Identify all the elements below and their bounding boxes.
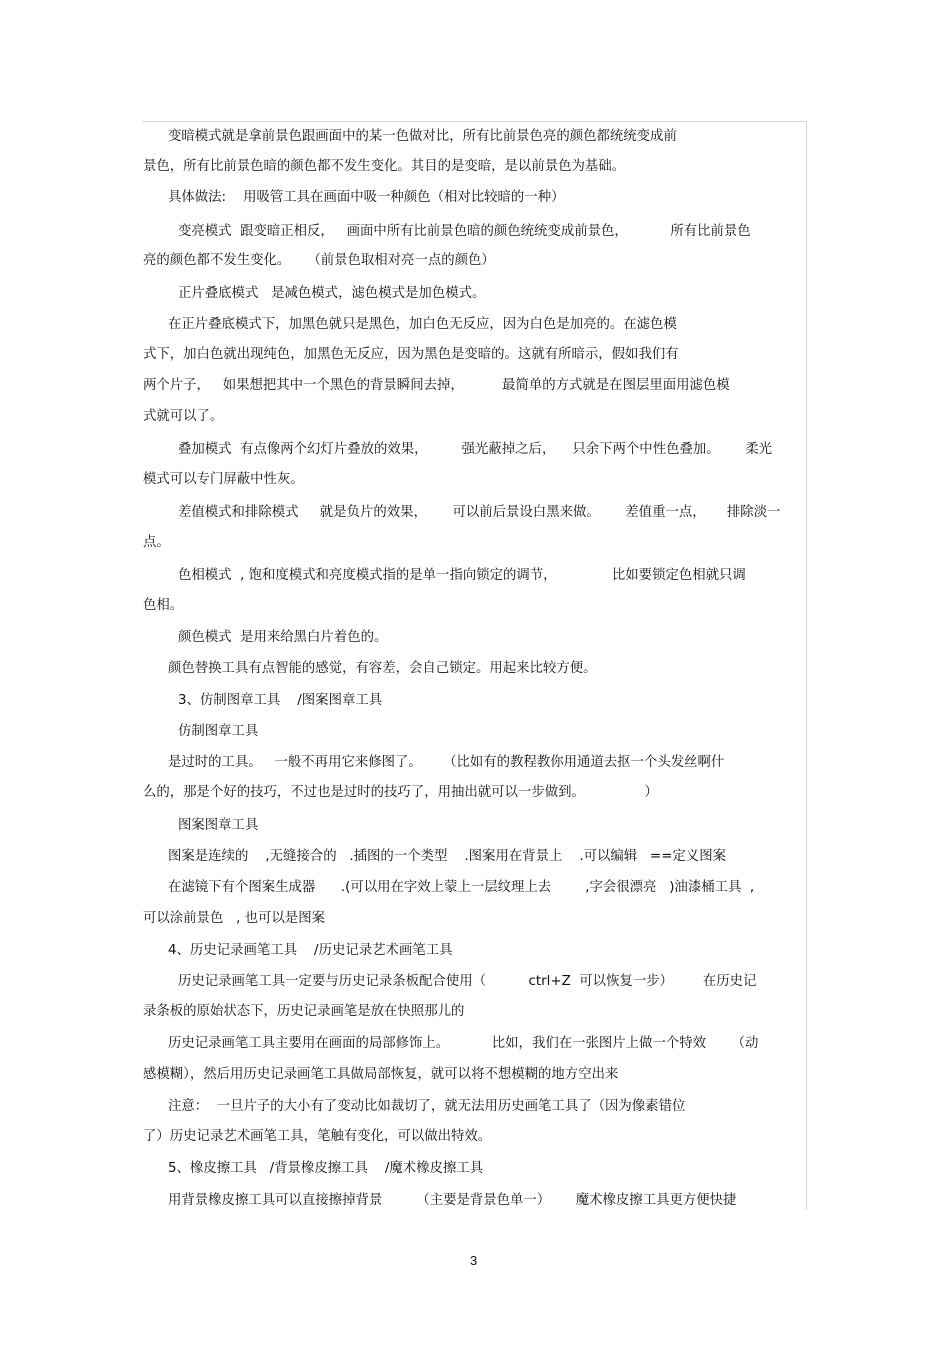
- text-line: 感模糊），然后用历史记录画笔工具做局部恢复，就可以将不想模糊的地方空出来: [143, 1067, 619, 1082]
- section-heading: 4、历史记录画笔工具 /历史记录艺术画笔工具: [168, 943, 453, 958]
- text-line: 亮的颜色都不发生变化。 （前景色取相对亮一点的颜色）: [143, 253, 495, 268]
- text-line: 模式可以专门屏蔽中性灰。: [143, 472, 304, 487]
- text-line: 颜色模式 是用来给黑白片着色的。: [178, 630, 388, 645]
- subheading: 仿制图章工具: [178, 724, 259, 739]
- text-line: 式就可以了。: [143, 409, 224, 424]
- text-line: 在正片叠底模式下，加黑色就只是黑色，加白色无反应，因为白色是加亮的。在滤色模: [168, 317, 677, 332]
- text-line: 了）历史记录艺术画笔工具，笔触有变化，可以做出特效。: [143, 1129, 492, 1144]
- text-line: 变暗模式就是拿前景色跟画面中的某一色做对比，所有比前景色亮的颜色都统统变成前: [168, 129, 677, 144]
- text-line: 历史记录画笔工具一定要与历史记录条板配合使用（ ctrl+Z 可以恢复一步） 在历史记: [178, 974, 757, 989]
- text-line: 点。: [143, 535, 170, 550]
- text-line: 两个片子， 如果想把其中一个黑色的背景瞬间去掉， 最简单的方式就是在图层里面用滤色模: [143, 378, 730, 393]
- text-line: 图案是连续的 ,无缝接合的 .插图的一个类型 .图案用在背景上 .可以编辑 ==定义图案: [168, 849, 726, 864]
- text-line: 颜色替换工具有点智能的感觉，有容差，会自己锁定。用起来比较方便。: [168, 661, 597, 676]
- text-line: 么的，那是个好的技巧，不过也是过时的技巧了，用抽出就可以一步做到。 ）: [143, 785, 658, 800]
- section-heading: 3、仿制图章工具 /图案图章工具: [178, 693, 383, 708]
- text-line: 历史记录画笔工具主要用在画面的局部修饰上。 比如，我们在一张图片上做一个特效 （动: [168, 1036, 759, 1051]
- text-line: 变亮模式 跟变暗正相反， 画面中所有比前景色暗的颜色统统变成前景色， 所有比前景色: [178, 224, 751, 239]
- text-line: 可以涂前景色 , 也可以是图案: [143, 911, 325, 926]
- text-line: 色相模式 , 饱和度模式和亮度模式指的是单一指向锁定的调节， 比如要锁定色相就只调: [178, 568, 746, 583]
- text-line: 是过时的工具。 一般不再用它来修图了。 （比如有的教程教你用通道去抠一个头发丝啊什: [168, 755, 725, 770]
- text-line: 具体做法: 用吸管工具在画面中吸一种颜色（相对比较暗的一种）: [168, 190, 565, 205]
- text-line: 在滤镜下有个图案生成器 .(可以用在字效上蒙上一层纹理上去 ,字会很漂亮 )油漆桶工具 ,: [168, 880, 755, 895]
- text-line: 用背景橡皮擦工具可以直接擦掉背景 （主要是背景色单一） 魔术橡皮擦工具更方便快捷: [168, 1193, 737, 1208]
- section-heading: 5、橡皮擦工具 /背景橡皮擦工具 /魔术橡皮擦工具: [168, 1161, 484, 1176]
- text-line: 注意： 一旦片子的大小有了变动比如裁切了，就无法用历史画笔工具了（因为像素错位: [168, 1099, 686, 1114]
- page-number: 3: [470, 1253, 478, 1268]
- text-line: 色相。: [143, 598, 184, 613]
- text-line: 录条板的原始状态下，历史记录画笔是放在快照那儿的: [143, 1004, 465, 1019]
- text-line: 差值模式和排除模式 就是负片的效果， 可以前后景设白黑来做。 差值重一点， 排除淡一: [178, 505, 781, 520]
- text-line: 景色，所有比前景色暗的颜色都不发生变化。其目的是变暗，是以前景色为基础。: [143, 159, 626, 174]
- subheading: 图案图章工具: [178, 818, 259, 833]
- text-line: 叠加模式 有点像两个幻灯片叠放的效果， 强光蔽掉之后， 只余下两个中性色叠加。 柔光: [178, 442, 772, 457]
- text-line: 式下，加白色就出现纯色，加黑色无反应，因为黑色是变暗的。这就有所暗示，假如我们有: [143, 347, 679, 362]
- text-line: 正片叠底模式 是减色模式，滤色模式是加色模式。: [178, 286, 486, 301]
